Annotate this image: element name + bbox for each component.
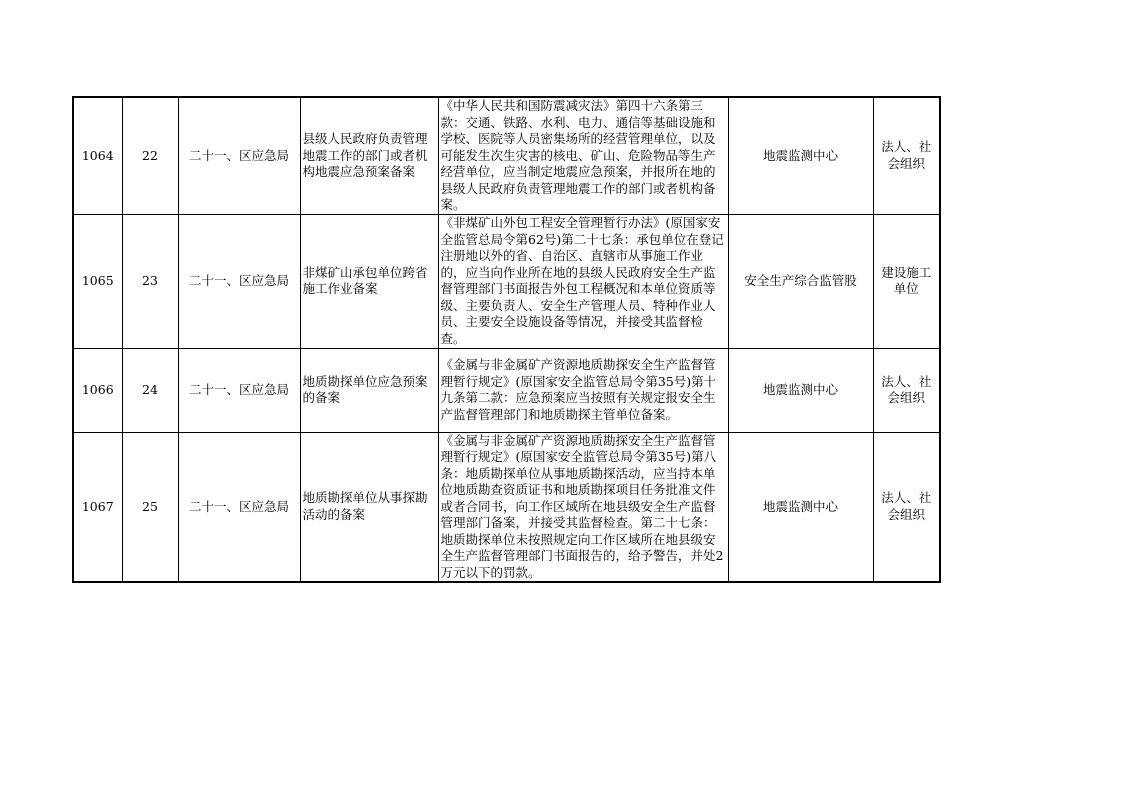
department-cell: 二十一、区应急局 (178, 348, 300, 432)
row-subseq-cell: 22 (122, 97, 178, 214)
handling-unit-cell: 地震监测中心 (728, 432, 873, 582)
item-name-cell: 地质勘探单位应急预案的备案 (300, 348, 438, 432)
target-cell: 建设施工单位 (873, 214, 940, 348)
row-subseq-cell: 25 (122, 432, 178, 582)
row-seq-cell: 1067 (73, 432, 122, 582)
table-row (73, 432, 940, 582)
row-seq-cell: 1066 (73, 348, 122, 432)
row-subseq-cell: 24 (122, 348, 178, 432)
legal-basis-cell: 《金属与非金属矿产资源地质勘探安全生产监督管理暂行规定》(原国家安全监管总局令第35号)第八条：地质勘探单位从事地质勘探活动，应当持本单位地质勘查资质证书和地质勘探项目任务批准文件或者合同书，向工作区域所在地县级安全生产监督管理部门备案，并接受其监督检查。第二十七条：地质勘探单位未按照规定向工作区域所在地县级安全生产监督管理部门书面报告的，给予警告，并处2万元以下的罚款。 (438, 432, 728, 582)
filing-items-table (72, 96, 941, 583)
item-name-cell: 县级人民政府负责管理地震工作的部门或者机构地震应急预案备案 (300, 97, 438, 214)
handling-unit-cell: 地震监测中心 (728, 348, 873, 432)
item-name-cell: 地质勘探单位从事探勘活动的备案 (300, 432, 438, 582)
row-seq-cell: 1064 (73, 97, 122, 214)
department-cell: 二十一、区应急局 (178, 214, 300, 348)
row-seq-cell: 1065 (73, 214, 122, 348)
legal-basis-cell: 《中华人民共和国防震减灾法》第四十六条第三款：交通、铁路、水利、电力、通信等基础设施和学校、医院等人员密集场所的经营管理单位，以及可能发生次生灾害的核电、矿山、危险物品等生产经营单位，应当制定地震应急预案，并报所在地的县级人民政府负责管理地震工作的部门或者机构备案。 (438, 97, 728, 214)
legal-basis-cell: 《非煤矿山外包工程安全管理暂行办法》(原国家安全监管总局令第62号)第二十七条：承包单位在登记注册地以外的省、自治区、直辖市从事施工作业的，应当向作业所在地的县级人民政府安全生产监督管理部门书面报告外包工程概况和本单位资质等级、主要负责人、安全生产管理人员、特种作业人员、主要安全设施设备等情况，并接受其监督检查。 (438, 214, 728, 348)
target-cell: 法人、社会组织 (873, 348, 940, 432)
target-cell: 法人、社会组织 (873, 432, 940, 582)
department-cell: 二十一、区应急局 (178, 97, 300, 214)
item-name-cell: 非煤矿山承包单位跨省施工作业备案 (300, 214, 438, 348)
legal-basis-cell: 《金属与非金属矿产资源地质勘探安全生产监督管理暂行规定》(原国家安全监管总局令第35号)第十九条第二款：应急预案应当按照有关规定报安全生产监督管理部门和地质勘探主管单位备案。 (438, 348, 728, 432)
table-row (73, 348, 940, 432)
table-row (73, 97, 940, 214)
department-cell: 二十一、区应急局 (178, 432, 300, 582)
target-cell: 法人、社会组织 (873, 97, 940, 214)
table-row (73, 214, 940, 348)
row-subseq-cell: 23 (122, 214, 178, 348)
handling-unit-cell: 地震监测中心 (728, 97, 873, 214)
handling-unit-cell: 安全生产综合监管股 (728, 214, 873, 348)
